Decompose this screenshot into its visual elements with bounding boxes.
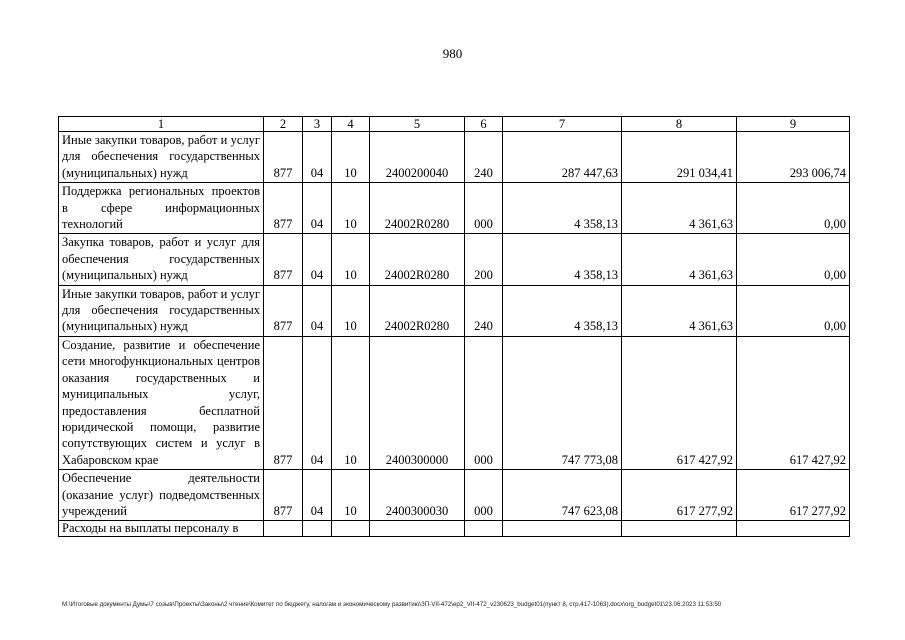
cell-col8: 4 361,63: [622, 285, 737, 336]
cell-col9: 0,00: [737, 183, 850, 234]
header-cell-6: 6: [465, 117, 503, 132]
cell-col3: 04: [303, 234, 332, 285]
header-cell-7: 7: [503, 117, 622, 132]
header-cell-4: 4: [332, 117, 370, 132]
cell-col5: 2400300000: [370, 336, 465, 469]
cell-col3: [303, 521, 332, 537]
budget-table: [58, 116, 850, 537]
cell-col7: [503, 521, 622, 537]
cell-col7: 4 358,13: [503, 183, 622, 234]
cell-col5: [370, 521, 465, 537]
cell-col9: 0,00: [737, 285, 850, 336]
cell-col3: 04: [303, 183, 332, 234]
cell-col3: 04: [303, 132, 332, 183]
header-cell-2: 2: [264, 117, 303, 132]
cell-col8: 617 277,92: [622, 470, 737, 521]
cell-col6: [465, 521, 503, 537]
row-name: Иные закупки товаров, работ и услуг для обеспечения государственных (муниципальных) нужд: [59, 132, 264, 183]
row-name: Закупка товаров, работ и услуг для обеспечения государственных (муниципальных) нужд: [59, 234, 264, 285]
cell-col8: [622, 521, 737, 537]
page-number: 980: [442, 46, 463, 61]
cell-col2: 877: [264, 470, 303, 521]
cell-col5: 2400300030: [370, 470, 465, 521]
table-row: [59, 183, 850, 234]
cell-col7: 747 773,08: [503, 336, 622, 469]
cell-col9: 293 006,74: [737, 132, 850, 183]
header-cell-9: 9: [737, 117, 850, 132]
cell-col4: 10: [332, 234, 370, 285]
cell-col2: 877: [264, 183, 303, 234]
cell-col5: 24002R0280: [370, 183, 465, 234]
cell-col9: 0,00: [737, 234, 850, 285]
row-name: Иные закупки товаров, работ и услуг для обеспечения государственных (муниципальных) нужд: [59, 285, 264, 336]
cell-col6: 240: [465, 132, 503, 183]
cell-col2: [264, 521, 303, 537]
cell-col9: 617 277,92: [737, 470, 850, 521]
cell-col9: [737, 521, 850, 537]
cell-col7: 747 623,08: [503, 470, 622, 521]
cell-col4: [332, 521, 370, 537]
cell-col8: 291 034,41: [622, 132, 737, 183]
cell-col3: 04: [303, 285, 332, 336]
cell-col7: 4 358,13: [503, 234, 622, 285]
cell-col2: 877: [264, 132, 303, 183]
header-cell-1: 1: [59, 117, 264, 132]
cell-col5: 24002R0280: [370, 234, 465, 285]
cell-col5: 24002R0280: [370, 285, 465, 336]
cell-col2: 877: [264, 234, 303, 285]
cell-col6: 200: [465, 234, 503, 285]
cell-col7: 4 358,13: [503, 285, 622, 336]
cell-col5: 2400200040: [370, 132, 465, 183]
table-row-partial: [59, 521, 850, 537]
cell-col7: 287 447,63: [503, 132, 622, 183]
cell-col9: 617 427,92: [737, 336, 850, 469]
row-name: Обеспечение деятельности (оказание услуг) подведомственных учреждений: [59, 470, 264, 521]
cell-col8: 4 361,63: [622, 234, 737, 285]
table-row: [59, 132, 850, 183]
cell-col6: 000: [465, 336, 503, 469]
cell-col8: 617 427,92: [622, 336, 737, 469]
header-cell-3: 3: [303, 117, 332, 132]
cell-col2: 877: [264, 336, 303, 469]
table-row: [59, 336, 850, 469]
cell-col6: 000: [465, 183, 503, 234]
table-header-row: [59, 117, 850, 132]
table-row: [59, 470, 850, 521]
cell-col4: 10: [332, 183, 370, 234]
cell-col4: 10: [332, 285, 370, 336]
header-cell-8: 8: [622, 117, 737, 132]
cell-col6: 000: [465, 470, 503, 521]
table-row: [59, 285, 850, 336]
cell-col4: 10: [332, 132, 370, 183]
footer-file-path: M:\Итоговые документы Думы\7 созыв\Проекты\Законы\2 чтение\Комитет по бюджету, налогам и экономическому развитию\ЗП-VII-472\ep2_VII-472_v230623_budget01(пункт 8, стр.417-1063).docx\org_budget01\23.06.2023 11:53:50: [62, 601, 722, 608]
cell-col2: 877: [264, 285, 303, 336]
cell-col4: 10: [332, 470, 370, 521]
header-cell-5: 5: [370, 117, 465, 132]
cell-col3: 04: [303, 336, 332, 469]
row-name: Расходы на выплаты персоналу в: [59, 521, 264, 537]
cell-col4: 10: [332, 336, 370, 469]
row-name: Создание, развитие и обеспечение сети многофункциональных центров оказания государственных и муниципальных услуг, предоставления бесплатной юридической помощи, развитие сопутствующих систем и услуг в Хабаровском крае: [59, 336, 264, 469]
cell-col3: 04: [303, 470, 332, 521]
table-row: [59, 234, 850, 285]
cell-col8: 4 361,63: [622, 183, 737, 234]
row-name: Поддержка региональных проектов в сфере информационных технологий: [59, 183, 264, 234]
cell-col6: 240: [465, 285, 503, 336]
